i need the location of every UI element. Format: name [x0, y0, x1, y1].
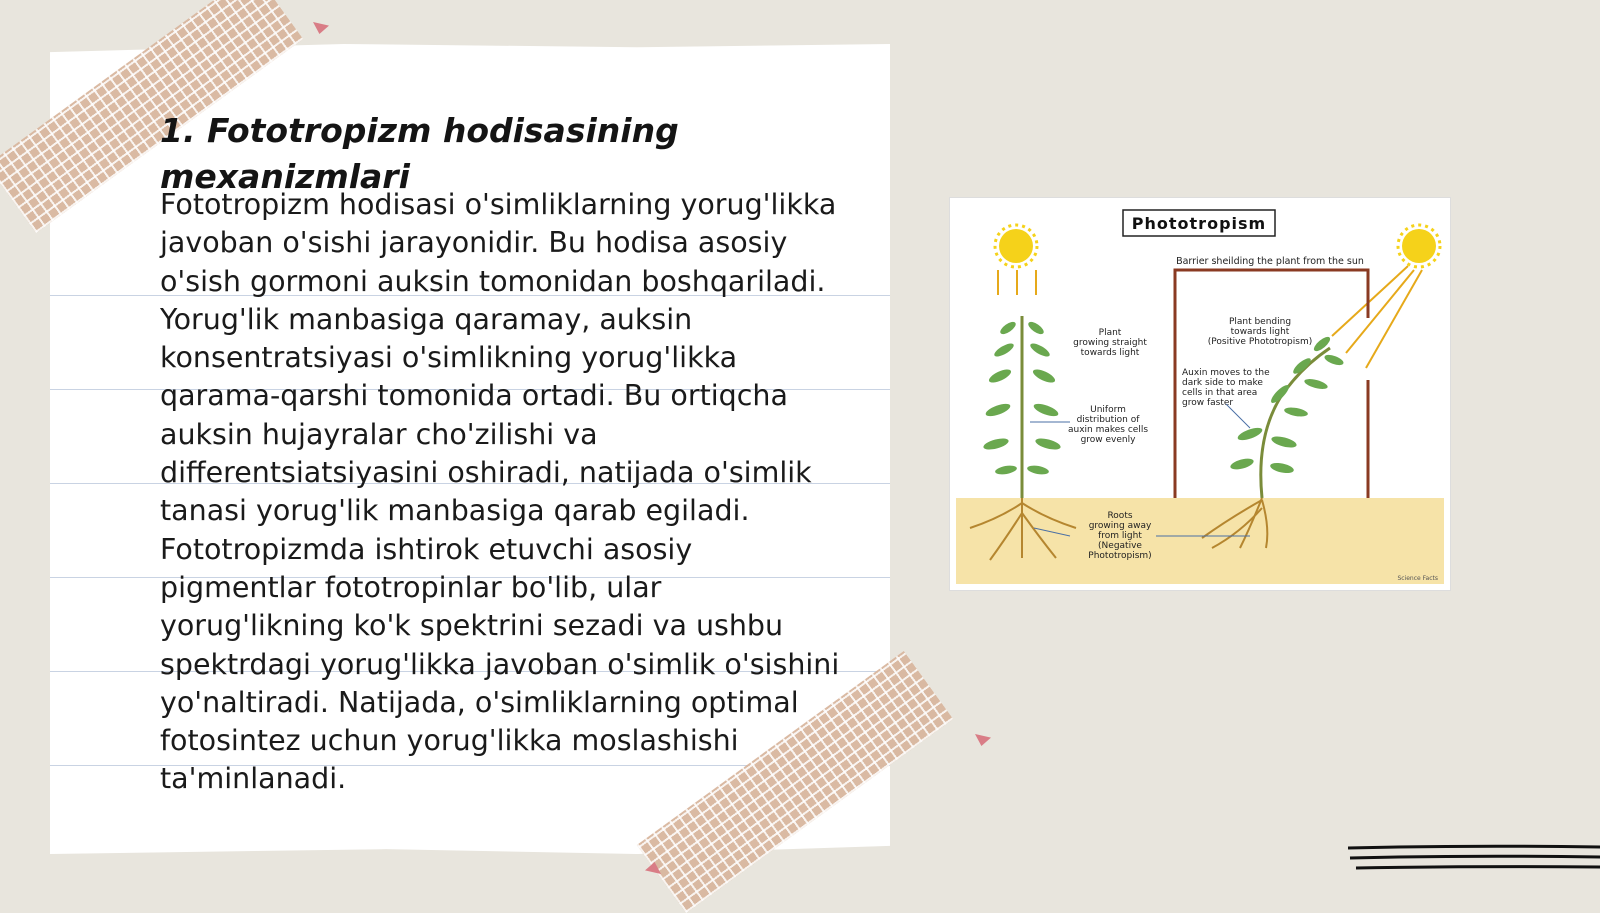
roots-label: Phototropism) [1088, 551, 1152, 561]
tape-corner-decoration [313, 22, 329, 34]
barrier-label: Barrier sheilding the plant from the sun [1176, 256, 1364, 267]
body-paragraph: Fototropizm hodisasi o'simliklarning yorug'likka javoban o'sishi jarayonidir. Bu hodisa asosiy o'sish gormoni auksin tomonidan boshqariladi. Yorug'lik manbasiga qaramay, auksin konsentratsiyasi o'simlikning yorug'likka qarama-qarshi tomonida ortadi. Bu ortiqcha auksin hujayralar cho'zilishi va differentsiatsiyasini oshiradi, natijada o'simlik tanasi yorug'lik manbasiga qarab egiladi. Fototropizmda ishtirok etuvchi asosiy pigmentlar fototropinlar bo'lib, ular yorug'likning ko'k spektrini sezadi va ushbu spektrdagi yorug'likka javoban o'simlik o'sishini yo'naltiradi. Natijada, o'simliklarning optimal fotosintez uchun yorug'likka moslashishi ta'minlanadi. [160, 188, 840, 796]
right-plant-label: (Positive Phototropism) [1207, 337, 1313, 347]
sun-icon [995, 225, 1037, 267]
uniform-auxin-label: distribution of [1076, 415, 1140, 425]
auxin-movement-label: Auxin moves to the [1182, 368, 1270, 378]
uniform-auxin-label: grow evenly [1080, 435, 1136, 445]
diagram-heading: Phototropism [1131, 214, 1267, 233]
roots-label: Roots [1107, 511, 1133, 521]
roots-label: (Negative [1098, 541, 1142, 551]
soil-area [956, 498, 1444, 584]
right-plant-label: towards light [1230, 327, 1290, 337]
auxin-movement-label: grow faster [1182, 398, 1234, 408]
phototropism-diagram [950, 198, 1450, 590]
slide-title: 1. Fototropizm hodisasining mexanizmlari [160, 111, 679, 196]
uniform-auxin-label: auxin makes cells [1067, 425, 1149, 435]
tape-corner-decoration [975, 734, 991, 746]
credit-logo: Science Facts [1397, 575, 1438, 582]
auxin-movement-label: cells in that area [1182, 388, 1258, 398]
uniform-auxin-label: Uniform [1090, 405, 1126, 415]
sun-icon [1398, 225, 1440, 267]
auxin-movement-label: dark side to make [1182, 378, 1263, 388]
roots-label: from light [1098, 531, 1142, 541]
roots-label: growing away [1088, 521, 1152, 531]
left-plant-label: growing straight [1073, 338, 1147, 348]
left-plant-label: towards light [1080, 348, 1140, 358]
right-plant-label: Plant bending [1228, 317, 1292, 327]
left-plant-label: Plant [1098, 328, 1122, 338]
decorative-strokes [1348, 844, 1600, 884]
